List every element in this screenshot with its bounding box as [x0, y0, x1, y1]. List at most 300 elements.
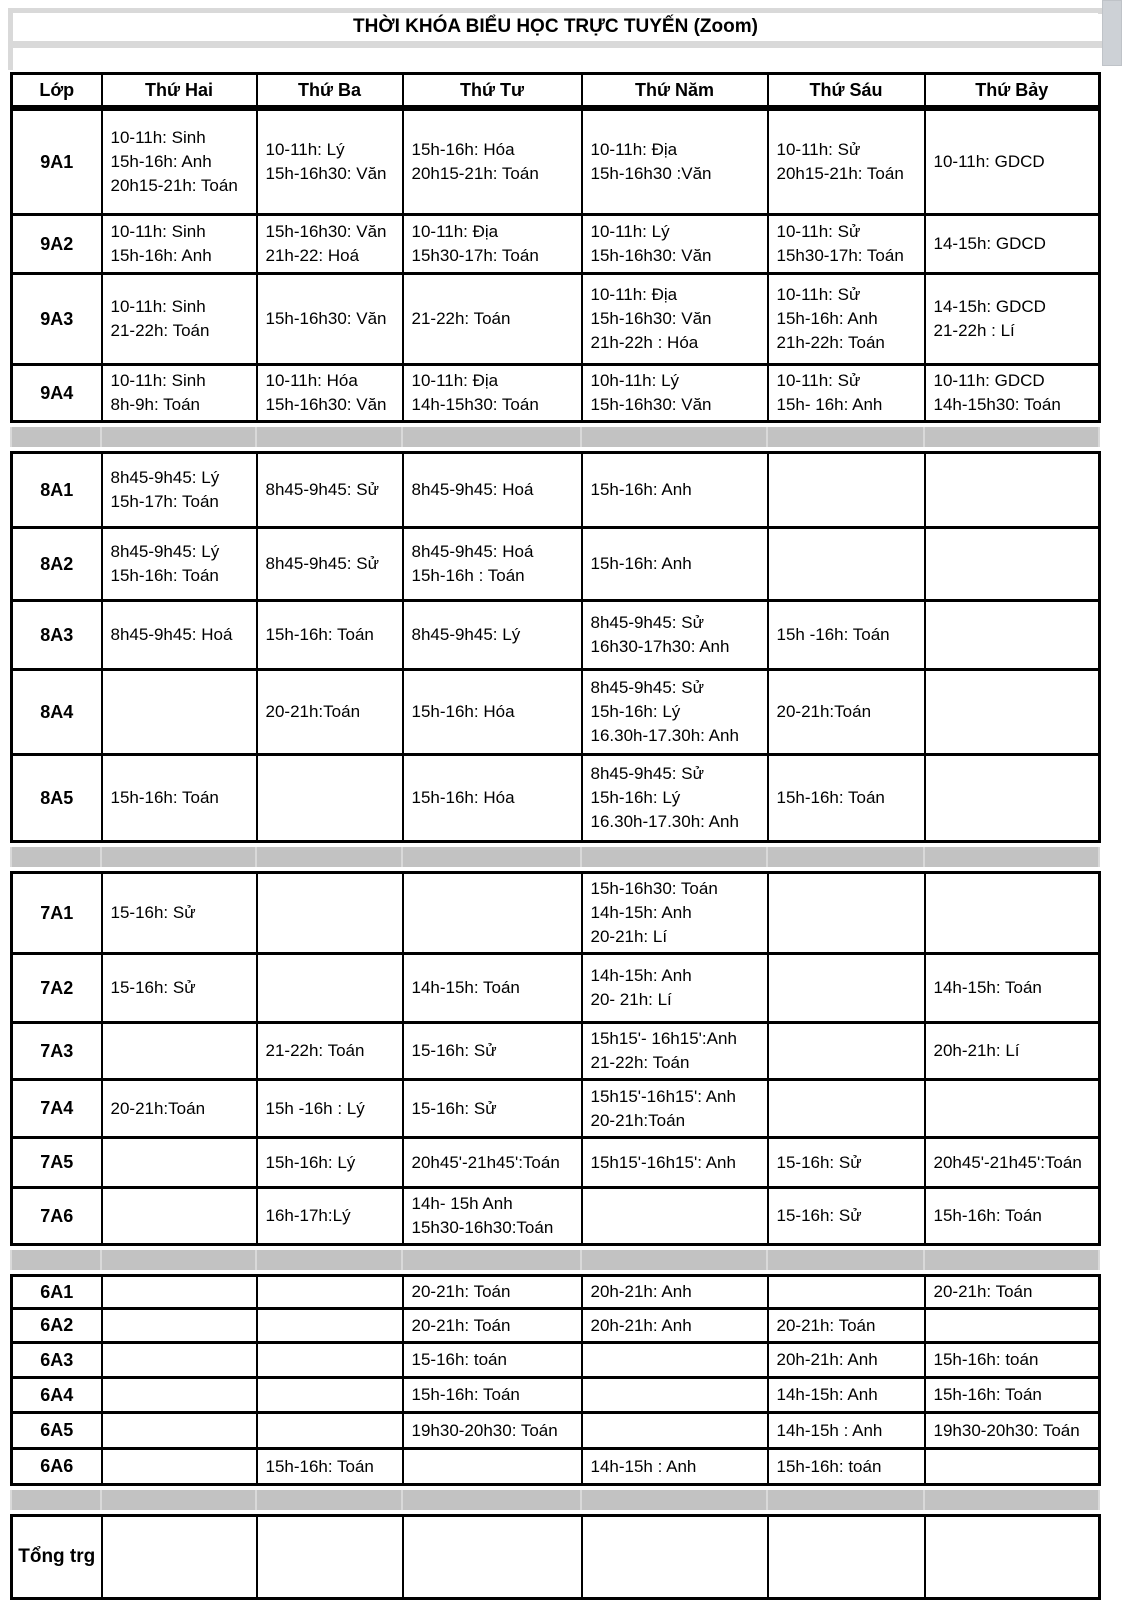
schedule-entry: 14h-15h : Anh	[590, 1456, 697, 1476]
schedule-cell-8A5-thu-sau	[768, 755, 925, 842]
table-row-9A2	[12, 215, 1100, 274]
schedule-entry: 10-11h: Địa	[590, 285, 678, 304]
schedule-entry: 8h45-9h45: Lý	[110, 542, 220, 561]
timetable-group-khoi-6	[10, 1274, 1101, 1486]
column-header-thu-sau: Thứ Sáu	[768, 74, 925, 107]
schedule-entry: 15h30-17h: Toán	[776, 246, 904, 265]
schedule-cell-6A2-thu-tu	[403, 1309, 582, 1343]
schedule-entry: 15h -16h : Lý	[265, 1098, 365, 1118]
schedule-cell-8A3-thu-bay	[925, 601, 1100, 670]
table-row-7A6	[12, 1188, 1100, 1245]
schedule-cell-8A1-thu-nam	[582, 453, 768, 528]
schedule-entry: 15h-16h: toán	[933, 1350, 1039, 1369]
spacer-cell	[11, 1250, 101, 1270]
schedule-cell-7A6-thu-sau	[768, 1188, 925, 1245]
schedule-cell-7A5-thu-ba	[257, 1138, 403, 1188]
schedule-entry: 15h-16h: Toán	[933, 1385, 1042, 1404]
class-label-7A2: 7A2	[12, 954, 102, 1023]
schedule-entry: 15h-16h: Hóa	[411, 788, 515, 807]
class-label-8A4: 8A4	[12, 670, 102, 755]
schedule-cell-8A2-thu-ba	[257, 528, 403, 601]
total-cell-thu-nam	[582, 1516, 768, 1599]
schedule-entry: 14-15h: GDCD	[933, 297, 1046, 316]
schedule-cell-8A2-thu-tu	[403, 528, 582, 601]
schedule-cell-6A5-thu-bay	[925, 1413, 1100, 1449]
table-row-6A5	[12, 1413, 1100, 1449]
schedule-cell-7A4-thu-ba	[257, 1080, 403, 1138]
spacer-cell	[11, 427, 101, 447]
table-row-7A4	[12, 1080, 1100, 1138]
schedule-cell-6A3-thu-tu	[403, 1343, 582, 1378]
schedule-entry: 20h45'-21h45':Toán	[933, 1152, 1082, 1172]
schedule-entry: 8h45-9h45: Sử	[590, 678, 704, 697]
schedule-entry: 20h-21h: Lí	[933, 1041, 1020, 1060]
schedule-cell-9A4-thu-sau	[768, 365, 925, 422]
schedule-entry: 15h-16h30: Văn	[265, 309, 387, 328]
table-row-8A2	[12, 528, 1100, 601]
schedule-entry: 20-21h: Toán	[933, 1282, 1033, 1301]
spacer-cell	[581, 427, 767, 447]
class-label-7A1: 7A1	[12, 873, 102, 954]
class-label-7A4: 7A4	[12, 1080, 102, 1138]
schedule-entry: 8h45-9h45: Lý	[110, 468, 220, 487]
schedule-cell-9A4-thu-hai	[102, 365, 257, 422]
group-spacer-3	[10, 1250, 1100, 1270]
schedule-cell-8A5-thu-tu	[403, 755, 582, 842]
spacer-cell	[924, 427, 1099, 447]
schedule-cell-6A5-thu-hai	[102, 1413, 257, 1449]
class-label-7A6: 7A6	[12, 1188, 102, 1245]
schedule-cell-7A2-thu-ba	[257, 954, 403, 1023]
schedule-cell-7A4-thu-bay	[925, 1080, 1100, 1138]
schedule-entry: 20-21h:Toán	[110, 1098, 206, 1118]
column-header-thu-bay: Thứ Bảy	[925, 74, 1100, 107]
schedule-entry: 15h-16h30: Toán	[590, 879, 718, 898]
schedule-entry: 15h-16h30: Văn	[265, 164, 387, 183]
schedule-entry: 8h45-9h45: Hoá	[110, 625, 233, 644]
schedule-cell-8A2-thu-bay	[925, 528, 1100, 601]
schedule-entry: 15-16h: Sử	[776, 1206, 862, 1225]
class-label-6A2: 6A2	[12, 1309, 102, 1343]
schedule-entry: 10-11h: Sinh	[110, 128, 206, 147]
schedule-cell-6A3-thu-ba	[257, 1343, 403, 1378]
spacer-cell	[767, 427, 924, 447]
schedule-entry: 10-11h: Sử	[776, 285, 861, 304]
schedule-entry: 14h-15h: Toán	[411, 978, 520, 997]
schedule-cell-8A1-thu-bay	[925, 453, 1100, 528]
schedule-cell-9A4-thu-nam	[582, 365, 768, 422]
schedule-entry: 20-21h: Toán	[776, 1315, 876, 1335]
class-label-6A6: 6A6	[12, 1449, 102, 1485]
schedule-cell-7A3-thu-nam	[582, 1023, 768, 1080]
table-row-7A3	[12, 1023, 1100, 1080]
schedule-entry: 10-11h: Sinh	[110, 222, 206, 241]
timetable-header	[10, 72, 1101, 108]
schedule-cell-8A1-thu-hai	[102, 453, 257, 528]
schedule-cell-8A3-thu-hai	[102, 601, 257, 670]
schedule-entry: 16.30h-17.30h: Anh	[590, 726, 739, 745]
schedule-entry: 20-21h: Lí	[590, 927, 668, 946]
schedule-cell-6A6-thu-hai	[102, 1449, 257, 1485]
schedule-entry: 8h45-9h45: Hoá	[411, 542, 534, 561]
schedule-cell-8A1-thu-tu	[403, 453, 582, 528]
column-header-thu-nam: Thứ Năm	[582, 74, 768, 107]
schedule-entry: 15h-16h: Toán	[933, 1206, 1042, 1225]
schedule-entry: 15h-16h: Hóa	[411, 702, 515, 721]
table-row-6A2	[12, 1309, 1100, 1343]
schedule-entry: 20h-21h: Anh	[776, 1350, 878, 1369]
schedule-cell-6A6-thu-ba	[257, 1449, 403, 1485]
schedule-cell-7A2-thu-sau	[768, 954, 925, 1023]
schedule-cell-9A3-thu-ba	[257, 274, 403, 365]
schedule-cell-6A1-thu-bay	[925, 1276, 1100, 1309]
table-row-7A2	[12, 954, 1100, 1023]
schedule-cell-9A4-thu-bay	[925, 365, 1100, 422]
page-title: THỜI KHÓA BIỂU HỌC TRỰC TUYẾN (Zoom)	[13, 13, 1098, 41]
class-label-6A4: 6A4	[12, 1378, 102, 1413]
schedule-cell-8A4-thu-hai	[102, 670, 257, 755]
schedule-entry: 15h -16h: Toán	[776, 625, 890, 644]
schedule-cell-6A2-thu-sau	[768, 1309, 925, 1343]
schedule-entry: 15-16h: Sử	[411, 1098, 497, 1118]
table-row-8A1	[12, 453, 1100, 528]
schedule-entry: 14h-15h30: Toán	[411, 395, 539, 414]
schedule-entry: 16h30-17h30: Anh	[590, 637, 730, 656]
schedule-entry: 20h-21h: Anh	[590, 1282, 692, 1301]
schedule-entry: 16.30h-17.30h: Anh	[590, 812, 739, 831]
spacer-cell	[402, 1250, 581, 1270]
schedule-entry: 10-11h: GDCD	[933, 371, 1045, 390]
schedule-entry: 15h-16h: Lý	[265, 1152, 356, 1172]
schedule-entry: 15h-16h30: Văn	[265, 222, 387, 241]
schedule-cell-9A1-thu-sau	[768, 110, 925, 215]
schedule-entry: 15h-17h: Toán	[110, 492, 219, 511]
table-row-9A3	[12, 274, 1100, 365]
table-row-6A1	[12, 1276, 1100, 1309]
schedule-entry: 21h-22h: Toán	[776, 333, 885, 352]
schedule-cell-7A1-thu-ba	[257, 873, 403, 954]
schedule-entry: 14h-15h: Anh	[776, 1385, 878, 1404]
schedule-cell-8A4-thu-tu	[403, 670, 582, 755]
schedule-entry: 15h30-16h30:Toán	[411, 1218, 554, 1237]
schedule-entry: 14h-15h30: Toán	[933, 395, 1061, 414]
schedule-entry: 15h-16h: Toán	[110, 566, 219, 585]
schedule-cell-6A1-thu-sau	[768, 1276, 925, 1309]
class-label-8A1: 8A1	[12, 453, 102, 528]
schedule-entry: 8h45-9h45: Sử	[590, 764, 704, 783]
schedule-cell-7A1-thu-tu	[403, 873, 582, 954]
spacer-cell	[924, 1250, 1099, 1270]
schedule-entry: 21-22h: Toán	[590, 1053, 690, 1072]
schedule-entry: 8h-9h: Toán	[110, 395, 200, 414]
class-label-6A5: 6A5	[12, 1413, 102, 1449]
column-header-thu-hai: Thứ Hai	[102, 74, 257, 107]
spacer-cell	[581, 1250, 767, 1270]
schedule-entry: 14h-15h : Anh	[776, 1420, 883, 1440]
class-label-8A5: 8A5	[12, 755, 102, 842]
schedule-cell-9A2-thu-sau	[768, 215, 925, 274]
schedule-cell-9A1-thu-tu	[403, 110, 582, 215]
schedule-entry: 20-21h:Toán	[776, 702, 872, 721]
schedule-entry: 8h45-9h45: Lý	[411, 625, 521, 644]
schedule-entry: 15h- 16h: Anh	[776, 395, 883, 414]
schedule-cell-7A3-thu-sau	[768, 1023, 925, 1080]
schedule-entry: 8h45-9h45: Sử	[265, 480, 379, 499]
group-spacer-1	[10, 427, 1100, 447]
schedule-entry: 15h15'-16h15': Anh	[590, 1152, 736, 1172]
schedule-entry: 10h-11h: Lý	[590, 371, 680, 390]
schedule-entry: 14h-15h: Anh	[590, 966, 692, 985]
schedule-cell-7A4-thu-sau	[768, 1080, 925, 1138]
schedule-cell-8A3-thu-tu	[403, 601, 582, 670]
schedule-entry: 16h-17h:Lý	[265, 1206, 351, 1225]
schedule-cell-9A1-thu-nam	[582, 110, 768, 215]
spacer-cell	[256, 427, 402, 447]
schedule-entry: 10-11h: GDCD	[933, 152, 1045, 171]
spacer-cell	[581, 1490, 767, 1510]
total-cell-thu-tu	[403, 1516, 582, 1599]
schedule-cell-7A4-thu-tu	[403, 1080, 582, 1138]
schedule-entry: 20-21h: Toán	[411, 1282, 511, 1301]
schedule-cell-6A2-thu-nam	[582, 1309, 768, 1343]
class-label-9A3: 9A3	[12, 274, 102, 365]
schedule-cell-6A1-thu-tu	[403, 1276, 582, 1309]
schedule-entry: 20-21h: Toán	[411, 1315, 511, 1335]
total-cell-thu-hai	[102, 1516, 257, 1599]
schedule-entry: 15-16h: Sử	[776, 1152, 862, 1172]
table-row-6A3	[12, 1343, 1100, 1378]
spacer-cell	[101, 427, 256, 447]
schedule-cell-7A6-thu-nam	[582, 1188, 768, 1245]
spacer-cell	[581, 847, 767, 867]
schedule-cell-6A3-thu-nam	[582, 1343, 768, 1378]
schedule-cell-6A6-thu-bay	[925, 1449, 1100, 1485]
timetable-group-khoi-8	[10, 451, 1101, 843]
schedule-entry: 21-22h : Lí	[933, 321, 1015, 340]
table-row-9A1	[12, 110, 1100, 215]
spacer-cell	[767, 1490, 924, 1510]
schedule-cell-8A4-thu-sau	[768, 670, 925, 755]
table-row-7A1	[12, 873, 1100, 954]
schedule-cell-9A2-thu-bay	[925, 215, 1100, 274]
schedule-cell-6A4-thu-ba	[257, 1378, 403, 1413]
schedule-entry: 15h-16h: Anh	[110, 246, 212, 265]
schedule-cell-6A4-thu-bay	[925, 1378, 1100, 1413]
schedule-cell-9A2-thu-nam	[582, 215, 768, 274]
schedule-cell-6A1-thu-hai	[102, 1276, 257, 1309]
table-row-8A5	[12, 755, 1100, 842]
schedule-entry: 8h45-9h45: Hoá	[411, 480, 534, 499]
schedule-entry: 20h15-21h: Toán	[776, 164, 904, 183]
schedule-cell-6A4-thu-sau	[768, 1378, 925, 1413]
schedule-cell-8A3-thu-sau	[768, 601, 925, 670]
spacer-cell	[402, 1490, 581, 1510]
column-header-lop: Lớp	[12, 74, 102, 107]
class-label-7A5: 7A5	[12, 1138, 102, 1188]
spacer-cell	[924, 847, 1099, 867]
schedule-cell-7A3-thu-tu	[403, 1023, 582, 1080]
schedule-entry: 20h-21h: Anh	[590, 1315, 692, 1335]
schedule-entry: 15h-16h : Toán	[411, 566, 525, 585]
schedule-cell-9A3-thu-sau	[768, 274, 925, 365]
class-label-7A3: 7A3	[12, 1023, 102, 1080]
timetable-group-khoi-9	[10, 108, 1101, 423]
schedule-entry: 10-11h: Sinh	[110, 371, 206, 390]
schedule-entry: 15h-16h: Toán	[776, 788, 885, 807]
vertical-scrollbar[interactable]	[1102, 0, 1122, 66]
schedule-entry: 15h-16h: Anh	[776, 309, 878, 328]
schedule-entry: 10-11h: Sử	[776, 371, 861, 390]
schedule-cell-7A5-thu-hai	[102, 1138, 257, 1188]
spacer-cell	[11, 847, 101, 867]
spacer-cell	[767, 1250, 924, 1270]
spacer-cell	[924, 1490, 1099, 1510]
spacer-cell	[402, 847, 581, 867]
schedule-entry: 15h-16h: Lý	[590, 702, 681, 721]
schedule-cell-6A5-thu-sau	[768, 1413, 925, 1449]
schedule-cell-7A6-thu-ba	[257, 1188, 403, 1245]
table-row-6A6	[12, 1449, 1100, 1485]
schedule-entry: 10-11h: Địa	[411, 222, 499, 241]
schedule-cell-9A3-thu-hai	[102, 274, 257, 365]
schedule-entry: 10-11h: Lý	[590, 222, 670, 241]
schedule-cell-9A1-thu-bay	[925, 110, 1100, 215]
schedule-cell-6A2-thu-ba	[257, 1309, 403, 1343]
class-label-8A3: 8A3	[12, 601, 102, 670]
schedule-cell-8A4-thu-bay	[925, 670, 1100, 755]
schedule-cell-7A5-thu-sau	[768, 1138, 925, 1188]
schedule-entry: 8h45-9h45: Sử	[590, 613, 704, 632]
class-label-9A2: 9A2	[12, 215, 102, 274]
schedule-cell-6A5-thu-tu	[403, 1413, 582, 1449]
schedule-cell-7A2-thu-hai	[102, 954, 257, 1023]
schedule-entry: 14h-15h: Anh	[590, 903, 692, 922]
schedule-entry: 20h15-21h: Toán	[110, 176, 238, 195]
schedule-entry: 15h-16h30: Văn	[590, 309, 712, 328]
schedule-cell-7A5-thu-nam	[582, 1138, 768, 1188]
schedule-cell-9A1-thu-hai	[102, 110, 257, 215]
schedule-entry: 21h-22h : Hóa	[590, 333, 699, 352]
schedule-cell-9A3-thu-bay	[925, 274, 1100, 365]
class-label-9A4: 9A4	[12, 365, 102, 422]
schedule-cell-7A1-thu-hai	[102, 873, 257, 954]
total-cell-thu-sau	[768, 1516, 925, 1599]
schedule-cell-7A4-thu-nam	[582, 1080, 768, 1138]
schedule-entry: 15h-16h: Toán	[110, 788, 219, 807]
schedule-entry: 15h-16h30: Văn	[590, 395, 712, 414]
schedule-entry: 20h45'-21h45':Toán	[411, 1152, 560, 1172]
schedule-entry: 14h- 15h Anh	[411, 1194, 513, 1213]
schedule-cell-6A3-thu-bay	[925, 1343, 1100, 1378]
schedule-cell-7A1-thu-bay	[925, 873, 1100, 954]
mid-grey-band	[8, 41, 1103, 48]
schedule-entry: 21-22h: Toán	[265, 1041, 365, 1060]
schedule-entry: 10-11h: Hóa	[265, 371, 358, 390]
group-spacer-4	[10, 1490, 1100, 1510]
schedule-entry: 20h15-21h: Toán	[411, 164, 539, 183]
schedule-entry: 15-16h: Sử	[110, 978, 196, 997]
total-label: Tổng trg	[12, 1516, 102, 1599]
timetable-footer	[10, 1514, 1101, 1600]
schedule-cell-8A1-thu-ba	[257, 453, 403, 528]
schedule-entry: 10-11h: Địa	[590, 140, 678, 159]
schedule-cell-6A3-thu-sau	[768, 1343, 925, 1378]
column-header-thu-ba: Thứ Ba	[257, 74, 403, 107]
schedule-entry: 15h-16h30: Văn	[265, 395, 387, 414]
schedule-entry: 15h-16h: toán	[776, 1456, 882, 1476]
schedule-cell-7A6-thu-hai	[102, 1188, 257, 1245]
spacer-cell	[256, 847, 402, 867]
schedule-cell-7A2-thu-nam	[582, 954, 768, 1023]
spacer-cell	[11, 1490, 101, 1510]
schedule-entry: 14h-15h: Toán	[933, 978, 1042, 997]
schedule-cell-7A1-thu-nam	[582, 873, 768, 954]
schedule-entry: 15h-16h: Toán	[265, 625, 374, 644]
schedule-cell-8A5-thu-ba	[257, 755, 403, 842]
schedule-cell-6A2-thu-bay	[925, 1309, 1100, 1343]
schedule-cell-6A1-thu-nam	[582, 1276, 768, 1309]
class-label-6A1: 6A1	[12, 1276, 102, 1309]
schedule-cell-8A2-thu-hai	[102, 528, 257, 601]
group-spacer-2	[10, 847, 1100, 867]
schedule-cell-7A5-thu-tu	[403, 1138, 582, 1188]
schedule-entry: 21h-22: Hoá	[265, 246, 360, 265]
schedule-cell-8A4-thu-nam	[582, 670, 768, 755]
schedule-cell-8A2-thu-nam	[582, 528, 768, 601]
class-label-6A3: 6A3	[12, 1343, 102, 1378]
spacer-cell	[101, 1250, 256, 1270]
timetable-group-khoi-7	[10, 871, 1101, 1246]
schedule-cell-6A3-thu-hai	[102, 1343, 257, 1378]
spacer-cell	[256, 1250, 402, 1270]
schedule-cell-6A4-thu-hai	[102, 1378, 257, 1413]
schedule-cell-8A3-thu-ba	[257, 601, 403, 670]
schedule-entry: 15h-16h30 :Văn	[590, 164, 712, 183]
schedule-cell-6A5-thu-ba	[257, 1413, 403, 1449]
schedule-entry: 21-22h: Toán	[110, 321, 210, 340]
schedule-entry: 15h15'- 16h15':Anh	[590, 1029, 737, 1048]
schedule-entry: 15h-16h: Toán	[411, 1385, 520, 1404]
schedule-entry: 21-22h: Toán	[411, 309, 511, 328]
schedule-entry: 15h-16h: Anh	[110, 152, 212, 171]
schedule-entry: 15h-16h: Toán	[265, 1456, 374, 1476]
schedule-entry: 15h-16h: Lý	[590, 788, 681, 807]
schedule-entry: 15h15'-16h15': Anh	[590, 1086, 736, 1106]
schedule-cell-7A1-thu-sau	[768, 873, 925, 954]
schedule-entry: 20- 21h: Lí	[590, 990, 672, 1009]
schedule-cell-7A3-thu-bay	[925, 1023, 1100, 1080]
schedule-cell-6A2-thu-hai	[102, 1309, 257, 1343]
schedule-entry: 19h30-20h30: Toán	[933, 1420, 1080, 1440]
schedule-cell-8A5-thu-hai	[102, 755, 257, 842]
schedule-cell-6A6-thu-tu	[403, 1449, 582, 1485]
schedule-cell-7A2-thu-tu	[403, 954, 582, 1023]
schedule-cell-6A6-thu-nam	[582, 1449, 768, 1485]
class-label-9A1: 9A1	[12, 110, 102, 215]
spacer-cell	[101, 847, 256, 867]
schedule-cell-6A5-thu-nam	[582, 1413, 768, 1449]
schedule-entry: 20-21h:Toán	[590, 1110, 686, 1130]
schedule-cell-8A1-thu-sau	[768, 453, 925, 528]
schedule-entry: 15h-16h30: Văn	[590, 246, 712, 265]
schedule-cell-9A2-thu-hai	[102, 215, 257, 274]
schedule-cell-8A5-thu-bay	[925, 755, 1100, 842]
schedule-cell-9A2-thu-tu	[403, 215, 582, 274]
schedule-entry: 10-11h: Sử	[776, 140, 861, 159]
table-row-8A4	[12, 670, 1100, 755]
schedule-cell-9A1-thu-ba	[257, 110, 403, 215]
schedule-cell-7A6-thu-bay	[925, 1188, 1100, 1245]
